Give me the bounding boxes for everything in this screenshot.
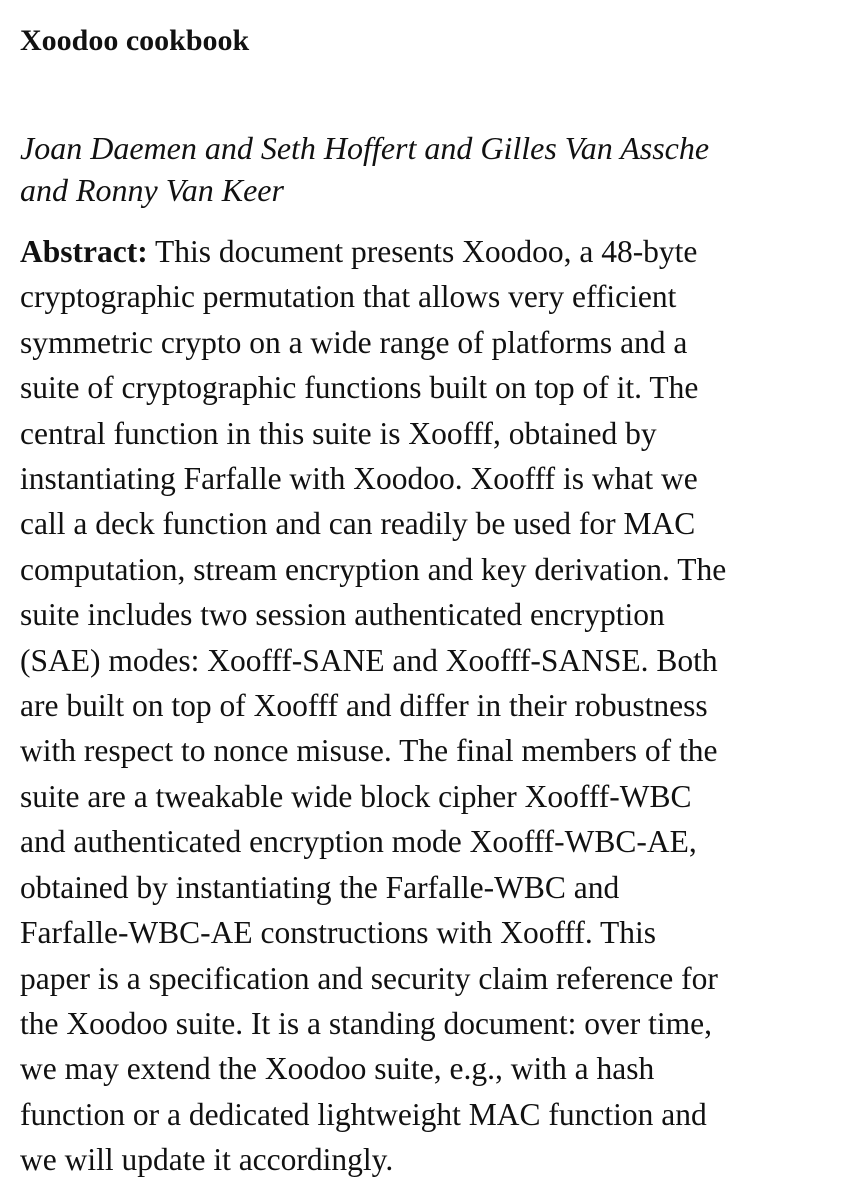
abstract-line: Farfalle-WBC-AE constructions with Xoofff. This	[20, 915, 657, 951]
abstract-line: obtained by instantiating the Farfalle-WBC and	[20, 869, 620, 905]
abstract-line: call a deck function and can readily be used for MAC	[20, 506, 696, 542]
abstract-line: paper is a specification and security claim reference for	[20, 960, 718, 996]
abstract-line: with respect to nonce misuse. The final members of the	[20, 733, 718, 769]
paper-title: Xoodoo cookbook	[20, 24, 250, 57]
abstract-line: are built on top of Xoofff and differ in their robustness	[20, 688, 708, 724]
abstract-line: computation, stream encryption and key derivation. The	[20, 551, 727, 587]
document-page	[20, 19, 835, 1183]
abstract-line: and authenticated encryption mode Xoofff-WBC-AE,	[20, 824, 697, 860]
author-line: and Ronny Van Keer	[20, 172, 284, 208]
abstract-line: we will update it accordingly.	[20, 1142, 394, 1178]
abstract-line: we may extend the Xoodoo suite, e.g., with a hash	[20, 1051, 655, 1087]
abstract-line: central function in this suite is Xoofff, obtained by	[20, 415, 657, 451]
abstract-line: symmetric crypto on a wide range of platforms and a	[20, 324, 688, 360]
abstract-line: instantiating Farfalle with Xoodoo. Xoofff is what we	[20, 461, 698, 497]
abstract-line: cryptographic permutation that allows very efficient	[20, 279, 677, 315]
abstract-label: Abstract:	[20, 234, 148, 269]
abstract-line: suite are a tweakable wide block cipher Xoofff-WBC	[20, 778, 692, 814]
abstract	[20, 229, 835, 1183]
abstract-line: the Xoodoo suite. It is a standing document: over time,	[20, 1005, 713, 1041]
author-list	[20, 127, 835, 211]
abstract-line: suite of cryptographic functions built on top of it. The	[20, 370, 699, 406]
abstract-first-line-text: This document presents Xoodoo, a 48-byte	[147, 234, 698, 269]
abstract-line: (SAE) modes: Xoofff-SANE and Xoofff-SANSE. Both	[20, 642, 718, 678]
author-line: Joan Daemen and Seth Hoffert and Gilles Van Assche	[20, 130, 710, 166]
abstract-line: suite includes two session authenticated encryption	[20, 597, 665, 633]
abstract-line	[20, 229, 835, 274]
abstract-line: function or a dedicated lightweight MAC function and	[20, 1096, 707, 1132]
